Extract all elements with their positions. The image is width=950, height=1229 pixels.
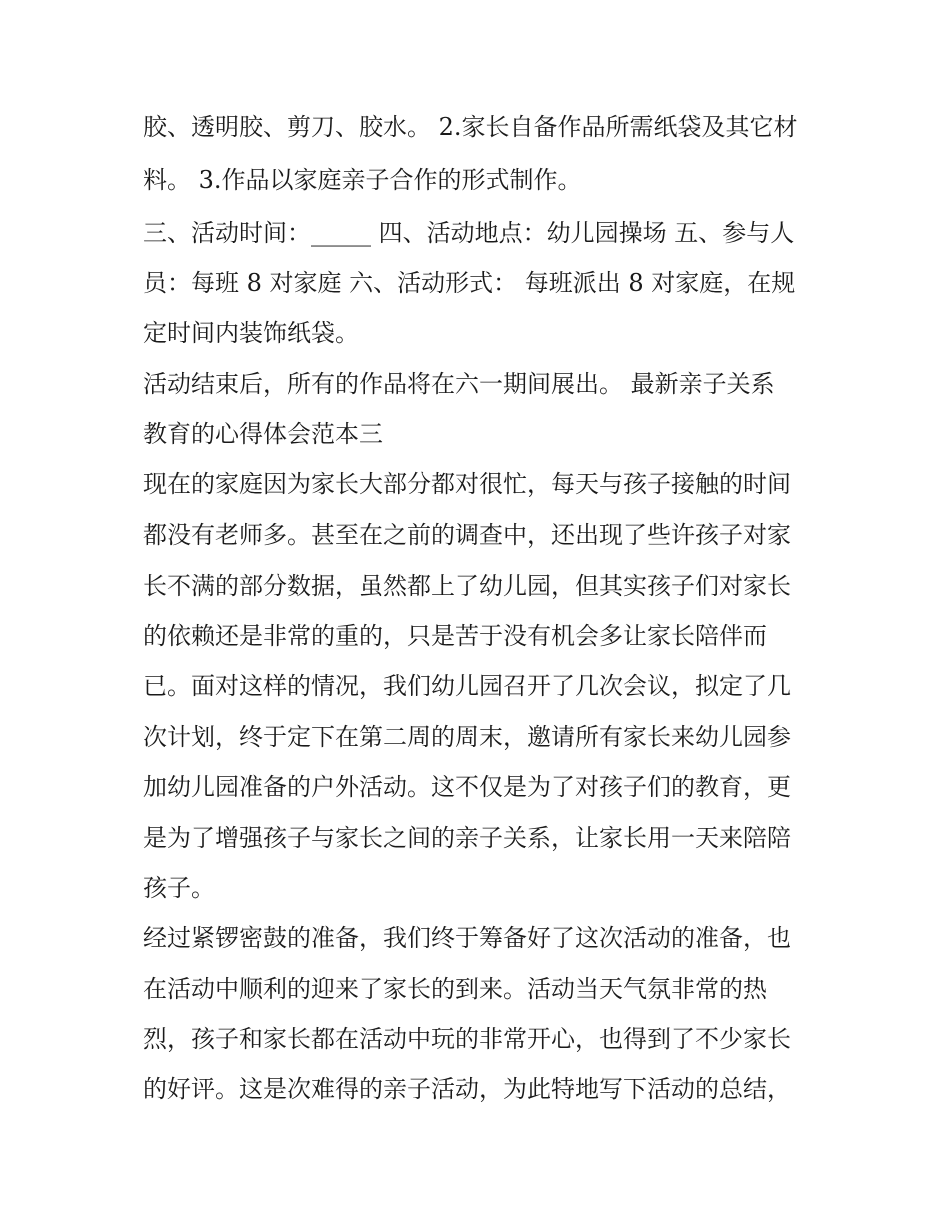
text-line: 是为了增强孩子与家长之间的亲子关系，让家长用一天来陪陪 [143, 824, 791, 852]
text-line: 的依赖还是非常的重的，只是苦于没有机会多让家长陪伴而 [143, 622, 767, 650]
text-line: 教育的心得体会范本三 [143, 420, 383, 448]
text-line: 孩子。 [143, 874, 215, 902]
text-line: 经过紧锣密鼓的准备，我们终于筹备好了这次活动的准备，也 [143, 924, 791, 952]
text-line: 次计划，终于定下在第二周的周末，邀请所有家长来幼儿园参 [143, 723, 791, 751]
text-line: 烈，孩子和家长都在活动中玩的非常开心，也得到了不少家长 [143, 1025, 791, 1053]
text-line: 长不满的部分数据，虽然都上了幼儿园，但其实孩子们对家长 [143, 572, 791, 600]
text-line: 三、活动时间：_____ 四、活动地点：幼儿园操场 五、参与人 [143, 219, 795, 247]
text-line: 活动结束后，所有的作品将在六一期间展出。 最新亲子关系 [143, 370, 775, 398]
text-line: 现在的家庭因为家长大部分都对很忙，每天与孩子接触的时间 [143, 470, 791, 498]
text-line: 在活动中顺利的迎来了家长的到来。活动当天气氛非常的热 [143, 975, 767, 1003]
text-line: 胶、透明胶、剪刀、胶水。 2.家长自备作品所需纸袋及其它材 [143, 113, 798, 141]
text-line: 料。 3.作品以家庭亲子合作的形式制作。 [143, 166, 582, 194]
text-line: 已。面对这样的情况，我们幼儿园召开了几次会议，拟定了几 [143, 672, 791, 700]
text-line: 加幼儿园准备的户外活动。这不仅是为了对孩子们的教育，更 [143, 773, 791, 801]
text-line: 的好评。这是次难得的亲子活动，为此特地写下活动的总结， [143, 1075, 791, 1103]
text-line: 定时间内装饰纸袋。 [143, 319, 359, 347]
text-line: 都没有老师多。甚至在之前的调查中，还出现了些许孩子对家 [143, 521, 791, 549]
text-line: 员：每班 8 对家庭 六、活动形式： 每班派出 8 对家庭，在规 [143, 269, 796, 297]
